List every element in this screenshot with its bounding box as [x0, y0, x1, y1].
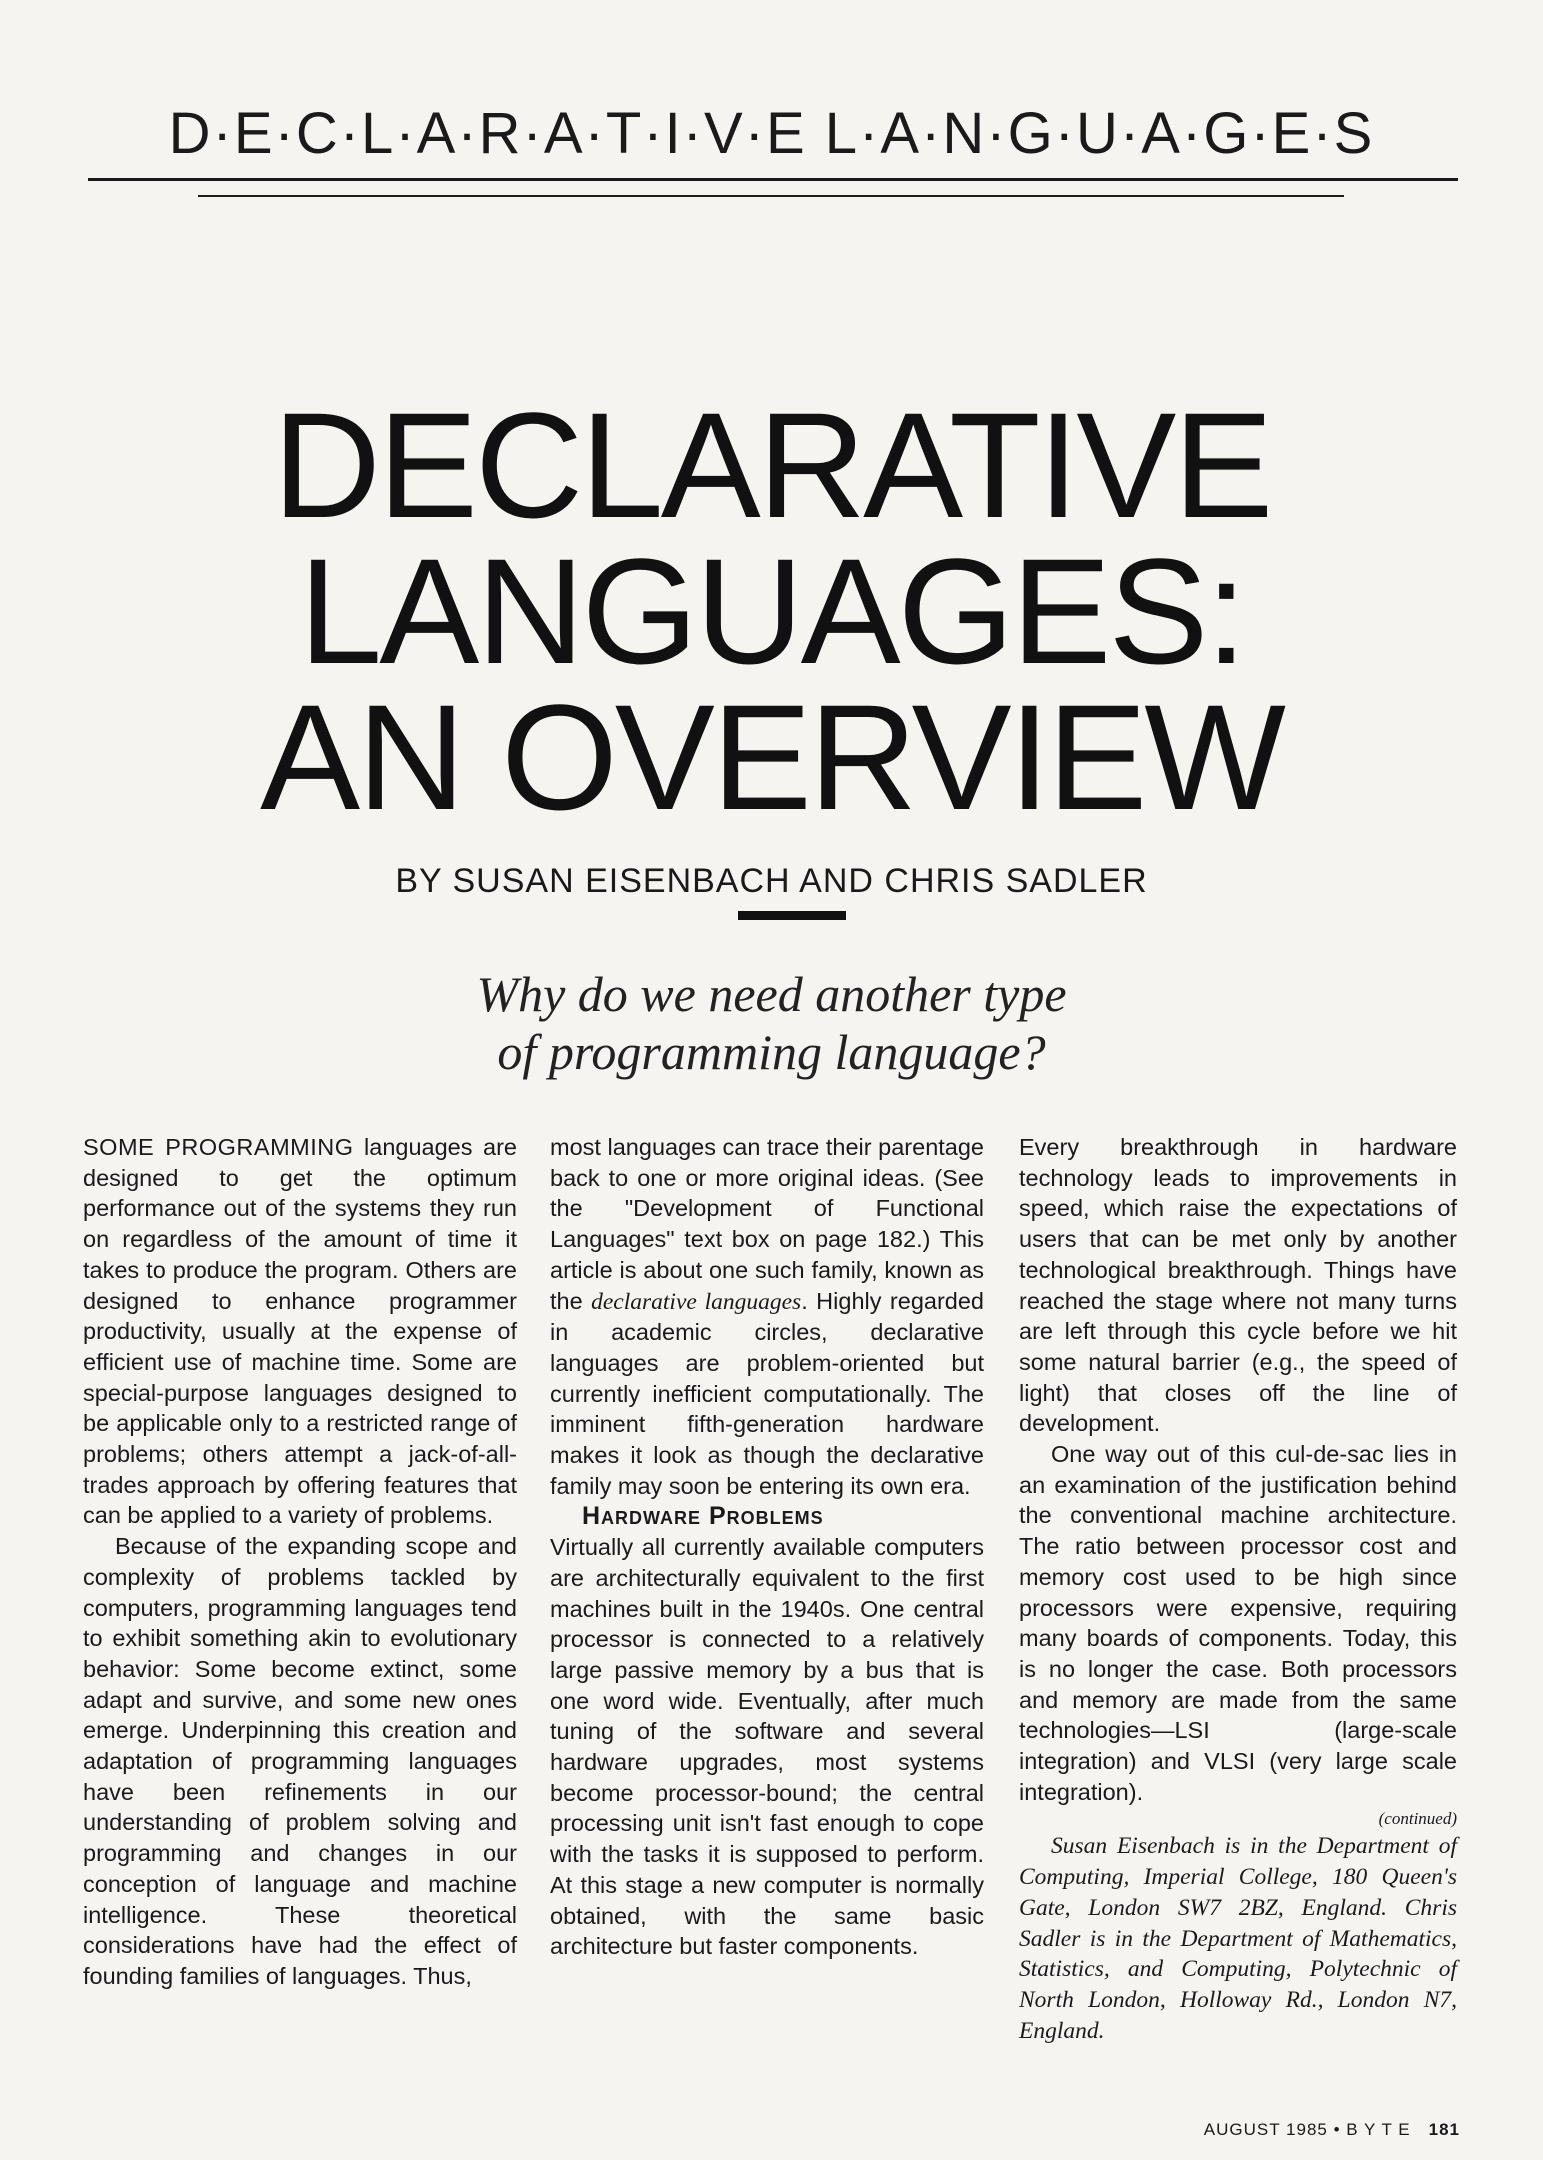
paragraph: SOME PROGRAMMING languages are designed to get the optimum performance out of the systems they run on regardless of the amount of time it takes to produce the program. Others are designed to enhance programmer productivity, usually at the expense of efficient use of machine time. Some are special-purpose languages designed to be applicable only to a restricted range of problems; others attempt a jack-of-all-trades approach by offering features that can be applied to a variety of problems. [83, 1134, 517, 1529]
deck-subtitle [0, 965, 1543, 1081]
body-column-2 [550, 1132, 984, 1962]
paragraph: Virtually all currently available computers are architecturally equivalent to the first machines built in the 1940s. One central processor is connected to a relatively large passive memory by a bus that is one word wide. Eventually, after much tuning of the software and several hardware upgrades, most systems become processor-bound; the central processing unit isn't fast enough to cope with the tasks it is supposed to perform. At this stage a new computer is normally obtained, with the same basic architecture but faster components. [550, 1534, 984, 1960]
page-number: 181 [1428, 2120, 1460, 2139]
lead-in-caps: SOME PROGRAMMING [83, 1134, 354, 1160]
article-title [0, 381, 1543, 841]
header-rule-bottom [198, 195, 1344, 197]
body-column-3 [1019, 1132, 1457, 2046]
section-heading: Hardware Problems [582, 1502, 824, 1531]
paragraph: Every breakthrough in hardware technology leads to improvements in speed, which raise the expectations of users that can be met only by another technological breakthrough. Things have reached the stage where not many turns are left through this cycle before we hit some natural barrier (e.g., the speed of light) that closes off the line of development. [1019, 1134, 1457, 1437]
title-line-1: DECLARATIVE [272, 381, 1271, 549]
deck-line-2: of programming language? [497, 1024, 1046, 1080]
title-line-3: AN OVERVIEW [260, 673, 1283, 841]
paragraph: most languages can trace their parentage back to one or more original ideas. (See the "Development of Functional Languages" text box on page 182.) This article is about one such family, known as the declarative languages. Highly regarded in academic circles, declarative languages are problem-oriented but currently inefficient computationally. The imminent fifth-generation hardware makes it look as though the declarative family may soon be entering its own era. [550, 1134, 984, 1499]
continued-marker: (continued) [1378, 1809, 1457, 1829]
paragraph: Because of the expanding scope and complexity of problems tackled by computers, programming languages tend to exhibit something akin to evolutionary behavior: Some become extinct, some adapt and survive, and some new ones emerge. Underpinning this creation and adaptation of programming languages have been refinements in our understanding of problem solving and programming and changes in our conception of language and machine intelligence. These theoretical considerations have had the effect of founding families of languages. Thus, [83, 1533, 517, 1989]
deck-line-1: Why do we need another type [476, 966, 1067, 1022]
author-bio: Susan Eisenbach is in the Department of Computing, Imperial College, 180 Queen's Gate, London SW7 2BZ, England. Chris Sadler is in the Department of Mathematics, Statistics, and Computing, Polytechnic of North London, Holloway Rd., London N7, England. [1019, 1833, 1457, 2044]
header-rule-top [88, 178, 1458, 181]
title-line-2: LANGUAGES: [298, 527, 1245, 695]
body-column-1 [83, 1132, 517, 1992]
issue-label: AUGUST 1985 • B Y T E [1203, 2120, 1411, 2139]
emphasis: declarative languages [591, 1288, 802, 1315]
byline: BY SUSAN EISENBACH AND CHRIS SADLER [395, 862, 1148, 900]
running-head: D·E·C·L·A·R·A·T·I·V·E L·A·N·G·U·A·G·E·S [168, 101, 1375, 166]
page-footer [1060, 2120, 1460, 2140]
paragraph: One way out of this cul-de-sac lies in an examination of the justification behind the conventional machine architecture. The ratio between processor cost and memory cost used to be high since processors were expensive, requiring many boards of components. Today, this is no longer the case. Both processors and memory are made from the same technologies—LSI (large-scale integration) and VLSI (very large scale integration). [1019, 1441, 1457, 1805]
byline-rule [738, 911, 846, 920]
